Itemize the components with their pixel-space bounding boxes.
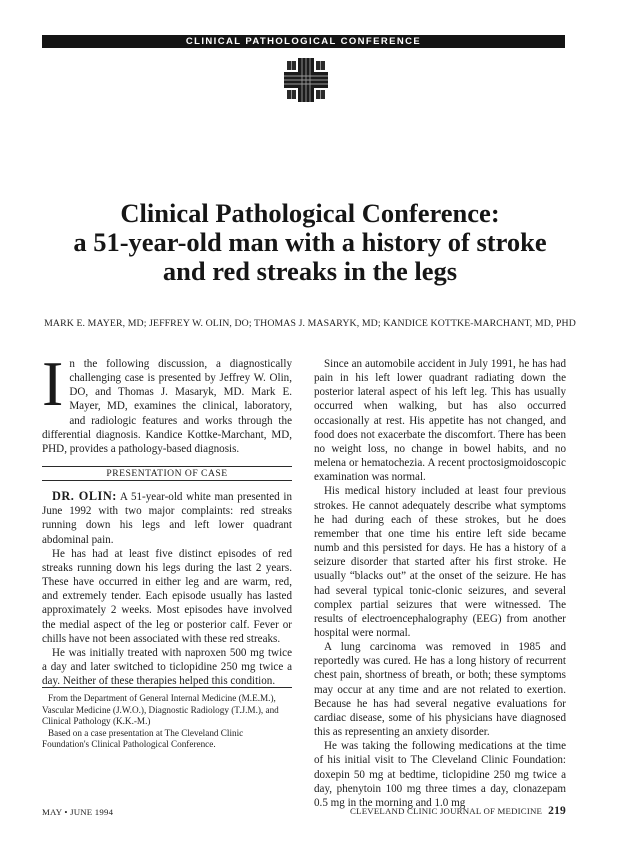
cross-mosaic-icon: [284, 58, 328, 102]
footnote: [42, 687, 292, 751]
title-line: and red streaks in the legs: [162, 256, 458, 286]
footnote-affiliation: From the Department of General Internal Medicine (M.E.M.), Vascular Medicine (J.W.O.), Diagnostic Radiology (T.J.M.), and Clinical Pathology (K.K.-M.): [42, 693, 279, 727]
intro-paragraph: [42, 348, 292, 456]
case-paragraph: He was initially treated with naproxen 500 mg twice a day and later switched to ticlopidine 250 mg twice a day. Neither of these therapies helped this condition.: [42, 646, 292, 688]
body-paragraph: His medical history included at least four previous strokes. He cannot adequately describe what symptoms he had during each of these strokes, but he does remember that one time his entire left side became numb and this persisted for days. He has a history of a seizure disorder that started after his first stroke. He usually “blacks out” at the onset of the seizure. He has had several typical tonic-clonic seizures, and several complex partial seizures that were witnessed. The results of electroencephalography (EEG) from another hospital were normal.: [314, 485, 566, 639]
article-title: [30, 199, 590, 286]
intro-text: n the following discussion, a diagnostically challenging case is presented by Jeffrey W. Olin, DO, and Thomas J. Masaryk, MD. Mark E. Mayer, MD, examines the clinical, laboratory, and radiologic features and works through the differential diagnosis. Kandice Kottke-Marchant, MD, PHD, provides a pathology-based diagnosis.: [42, 358, 292, 455]
case-paragraph: [42, 489, 292, 547]
author-list: MARK E. MAYER, MD; JEFFREY W. OLIN, DO; THOMAS J. MASARYK, MD; KANDICE KOTTKE-MARCHANT, MD, PHD: [44, 318, 576, 329]
section-heading: PRESENTATION OF CASE: [42, 466, 292, 481]
footnote-source: Based on a case presentation at The Cleveland Clinic Foundation's Clinical Pathological Conference.: [42, 727, 244, 750]
body-paragraph: A lung carcinoma was removed in 1985 and reportedly was cured. He has a long history of recurrent chest pain, shortness of breath, or both; these symptoms may occur at any time and are not related to exertion. Because he has had several negative evaluations for cardiac disease, some of his physicians have diagnosed this as representing an anxiety disorder.: [314, 641, 566, 739]
page-number: 219: [548, 805, 566, 817]
body-paragraph: Since an automobile accident in July 1991, he has had pain in his left lower quadrant radiating down the posterior lateral aspect of his left leg. This has usually occurred when walking, but has also occurred occasionally at rest. His appetite has not changed, and food does not exacerbate the discomfort. There has been no weight loss, no change in bowel habits, and no melena or hematochezia. A recent proctosigmoidoscopic examination was normal.: [314, 358, 566, 484]
left-column: [42, 348, 292, 688]
running-footer: [350, 805, 566, 817]
title-line: a 51-year-old man with a history of stroke: [73, 227, 547, 257]
issue-date: MAY • JUNE 1994: [42, 807, 114, 817]
journal-name: CLEVELAND CLINIC JOURNAL OF MEDICINE: [350, 806, 543, 816]
case-paragraph: He has had at least five distinct episodes of red streaks running down his legs during the last 2 years. These have occurred in either leg and are warm, red, and extremely tender. Each episode usually has lasted approximately 2 weeks. Most episodes have involved the medial aspect of the leg or posterior calf. Fever or chills have not been associated with these red streaks.: [42, 547, 292, 645]
right-column: [314, 357, 566, 810]
body-paragraph: He was taking the following medications at the time of his initial visit to The Cleveland Clinic Foundation: doxepin 50 mg at bedtime, ticlopidine 250 mg twice a day, phenytoin 100 mg three times a day, clonazepam 0.5 mg in the morning and 1.0 mg: [314, 740, 566, 809]
drop-cap: I: [42, 348, 64, 419]
title-line: Clinical Pathological Conference:: [120, 198, 500, 228]
speaker-label: DR. OLIN:: [52, 489, 117, 504]
case-text: A 51-year-old white man presented in June 1992 with two major complaints: red streaks running down his legs and left lower quadrant abdominal pain.: [42, 491, 292, 546]
section-banner: CLINICAL PATHOLOGICAL CONFERENCE: [42, 35, 565, 48]
